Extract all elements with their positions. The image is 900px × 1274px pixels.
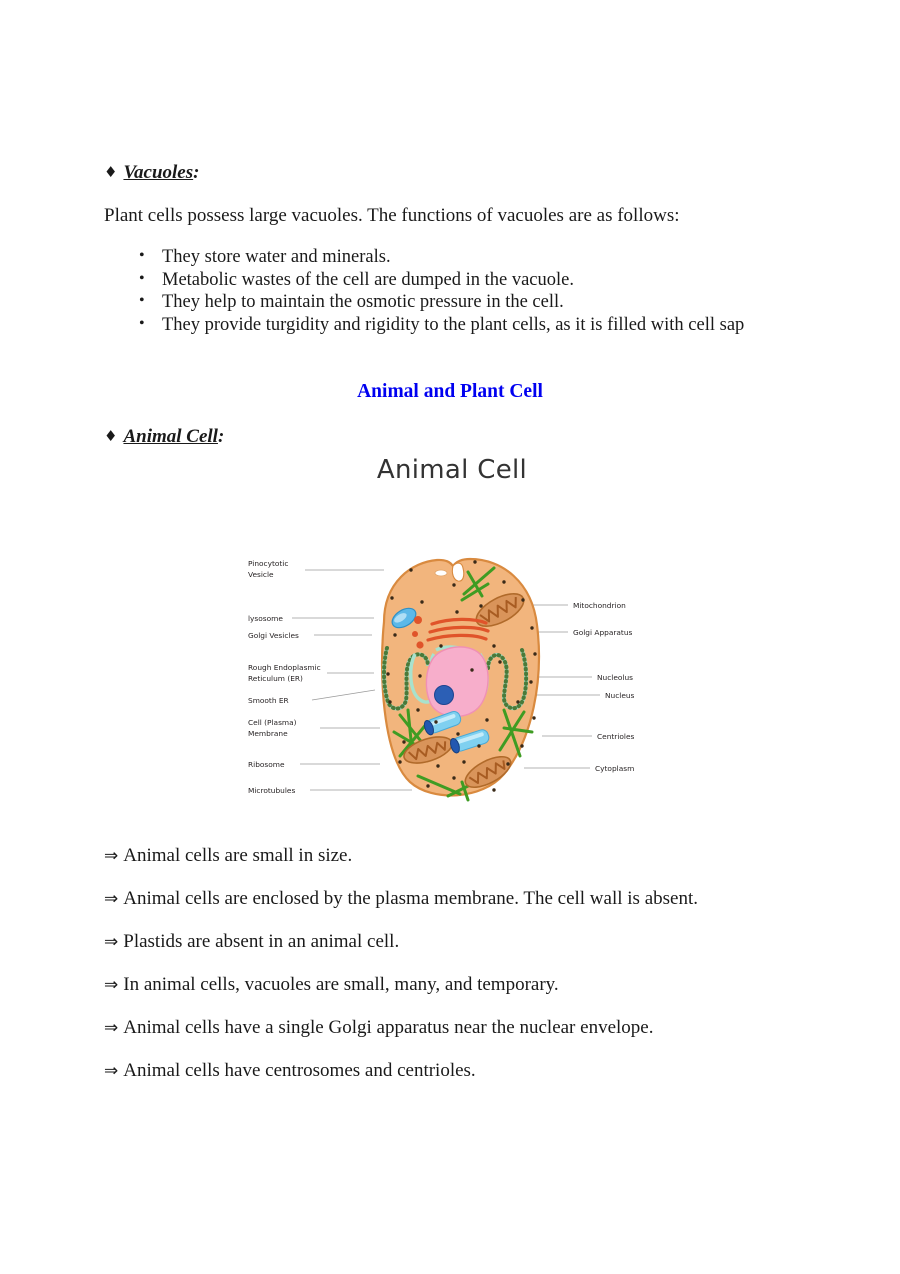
- label-centrioles: Centrioles: [597, 732, 635, 741]
- label-cell-membrane-line1: Cell (Plasma): [248, 718, 297, 727]
- list-item: [104, 246, 744, 269]
- vacuoles-colon: :: [193, 162, 200, 183]
- arrow-icon: ⇒: [104, 1018, 119, 1038]
- diamond-bullet-icon: ♦: [104, 163, 118, 181]
- fact-text: Animal cells are small in size.: [123, 845, 353, 866]
- arrow-icon: ⇒: [104, 932, 119, 952]
- vacuoles-term: Vacuoles: [123, 162, 194, 183]
- nucleolus: [435, 686, 454, 705]
- diamond-bullet-icon: ♦: [104, 427, 118, 445]
- fact-text: Plastids are absent in an animal cell.: [123, 931, 400, 952]
- fact-line: [104, 1016, 653, 1040]
- fact-text: Animal cells have centrosomes and centrioles.: [123, 1060, 476, 1081]
- label-rough-er-line2: Reticulum (ER): [248, 674, 303, 683]
- fact-line: [104, 1059, 476, 1083]
- bullet-dot-icon: •: [139, 314, 145, 332]
- fact-text: In animal cells, vacuoles are small, many, and temporary.: [123, 974, 559, 995]
- label-rough-er-line1: Rough Endoplasmic: [248, 663, 321, 672]
- label-cell-membrane-line2: Membrane: [248, 729, 288, 738]
- arrow-icon: ⇒: [104, 889, 119, 909]
- label-golgi-vesicles: Golgi Vesicles: [248, 631, 299, 640]
- page-title: Animal and Plant Cell: [357, 381, 543, 402]
- fact-text: Animal cells are enclosed by the plasma membrane. The cell wall is absent.: [123, 888, 698, 909]
- bullet-dot-icon: •: [139, 247, 145, 264]
- label-golgi-apparatus: Golgi Apparatus: [573, 628, 633, 637]
- list-item-text: They help to maintain the osmotic pressure in the cell.: [162, 292, 564, 312]
- arrow-icon: ⇒: [104, 975, 119, 995]
- animal-cell-diagram: [232, 455, 672, 820]
- vacuoles-bullet-list: [104, 246, 744, 336]
- list-item-text: They provide turgidity and rigidity to the plant cells, as it is filled with cell sap: [162, 314, 745, 335]
- animal-cell-figure: [232, 550, 672, 810]
- nucleus: [426, 647, 488, 717]
- label-pinocytotic-vesicle-line2: Vesicle: [248, 570, 274, 579]
- list-item: [104, 314, 744, 337]
- label-nucleus: Nucleus: [605, 691, 635, 700]
- vacuoles-intro-paragraph: Plant cells possess large vacuoles. The functions of vacuoles are as follows:: [104, 205, 680, 226]
- label-mitochondrion: Mitochondrion: [573, 601, 626, 610]
- bullet-dot-icon: •: [139, 292, 145, 309]
- fact-line: [104, 887, 698, 911]
- list-item-text: Metabolic wastes of the cell are dumped in the vacuole.: [162, 269, 574, 290]
- bullet-dot-icon: •: [139, 269, 145, 287]
- fact-line: [104, 973, 559, 997]
- pinocytotic-vesicle-notch: [452, 563, 463, 581]
- arrow-icon: ⇒: [104, 1061, 119, 1081]
- diagram-title: Animal Cell: [376, 455, 528, 485]
- fact-text: Animal cells have a single Golgi apparatus near the nuclear envelope.: [123, 1017, 654, 1038]
- label-microtubules: Microtubules: [248, 786, 296, 795]
- label-ribosome: Ribosome: [248, 760, 285, 769]
- pinocytotic-vesicle: [435, 570, 447, 576]
- animal-cell-heading: [104, 424, 224, 449]
- label-smooth-er: Smooth ER: [248, 696, 289, 705]
- label-cytoplasm: Cytoplasm: [595, 764, 635, 773]
- arrow-icon: ⇒: [104, 846, 119, 866]
- label-lysosome: lysosome: [248, 614, 283, 623]
- vacuoles-heading: [104, 160, 199, 185]
- label-pinocytotic-vesicle-line1: Pinocytotic: [248, 559, 289, 568]
- fact-line: [104, 930, 399, 954]
- list-item: [104, 269, 744, 292]
- list-item: [104, 291, 744, 314]
- animal-cell-term: Animal Cell: [123, 426, 218, 447]
- list-item-text: They store water and minerals.: [162, 247, 391, 267]
- label-nucleolus: Nucleolus: [597, 673, 633, 682]
- fact-line: [104, 844, 352, 868]
- animal-cell-colon: :: [217, 426, 225, 447]
